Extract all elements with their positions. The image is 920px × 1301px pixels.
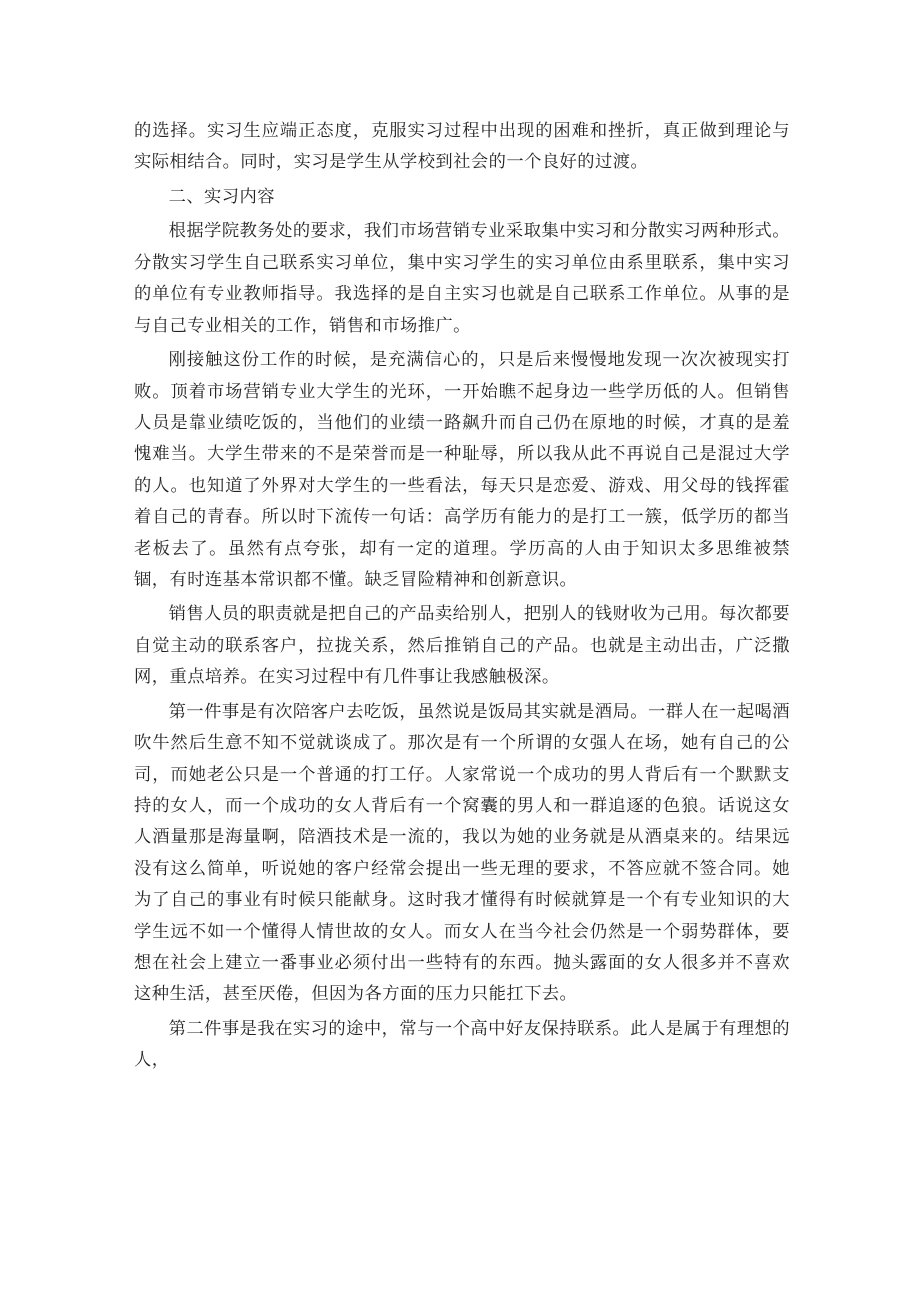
paragraph-second-event: 第二件事是我在实习的途中，常与一个高中好友保持联系。此人是属于有理想的人，: [134, 1018, 790, 1071]
document-body: [134, 116, 790, 1080]
paragraph-first-event: 第一件事是有次陪客户去吃饭，虽然说是饭局其实就是酒局。一群人在一起喝酒吹牛然后生意不知不觉就谈成了。那次是有一个所谓的女强人在场，她有自己的公司，而她老公只是一个普通的打工仔。人家常说一个成功的男人背后有一个默默支持的女人，而一个成功的女人背后有一个窝囊的男人和一群追逐的色狼。话说这女人酒量那是海量啊，陪酒技术是一流的，我以为她的业务就是从酒桌来的。结果远没有这么简单，听说她的客户经常会提出一些无理的要求，不答应就不签合同。她为了自己的事业有时候只能献身。这时我才懂得有时候就算是一个有专业知识的大学生远不如一个懂得人情世故的女人。而女人在当今社会仍然是一个弱势群体，要想在社会上建立一番事业必须付出一些特有的东西。抛头露面的女人很多并不喜欢这种生活，甚至厌倦，但因为各方面的压力只能扛下去。: [134, 701, 790, 1005]
paragraph-internship-forms: 根据学院教务处的要求，我们市场营销专业采取集中实习和分散实习两种形式。分散实习学生自己联系实习单位，集中实习学生的实习单位由系里联系，集中实习的单位有专业教师指导。我选择的是自主实习也就是自己联系工作单位。从事的是与自己专业相关的工作，销售和市场推广。: [134, 221, 790, 336]
paragraph-continuation: 的选择。实习生应端正态度，克服实习过程中出现的困难和挫折，真正做到理论与实际相结合。同时，实习是学生从学校到社会的一个良好的过渡。: [134, 121, 790, 173]
section-heading: 二、实习内容: [168, 186, 275, 207]
paragraph-sales-duties: 销售人员的职责就是把自己的产品卖给别人，把别人的钱财收为己用。每次都要自觉主动的联系客户，拉拢关系，然后推销自己的产品。也就是主动出击，广泛撒网，重点培养。在实习过程中有几件事让我感触极深。: [134, 604, 790, 688]
paragraph-first-impressions: 刚接触这份工作的时候，是充满信心的，只是后来慢慢地发现一次次被现实打败。顶着市场营销专业大学生的光环，一开始瞧不起身边一些学历低的人。但销售人员是靠业绩吃饭的，当他们的业绩一路飙升而自己仍在原地的时候，才真的是羞愧难当。大学生带来的不是荣誉而是一种耻辱，所以我从此不再说自己是混过大学的人。也知道了外界对大学生的一些看法，每天只是恋爱、游戏、用父母的钱挥霍着自己的青春。所以时下流传一句话：高学历有能力的是打工一簇，低学历的都当老板去了。虽然有点夸张，却有一定的道理。学历高的人由于知识太多思维被禁锢，有时连基本常识都不懂。缺乏冒险精神和创新意识。: [134, 350, 790, 590]
